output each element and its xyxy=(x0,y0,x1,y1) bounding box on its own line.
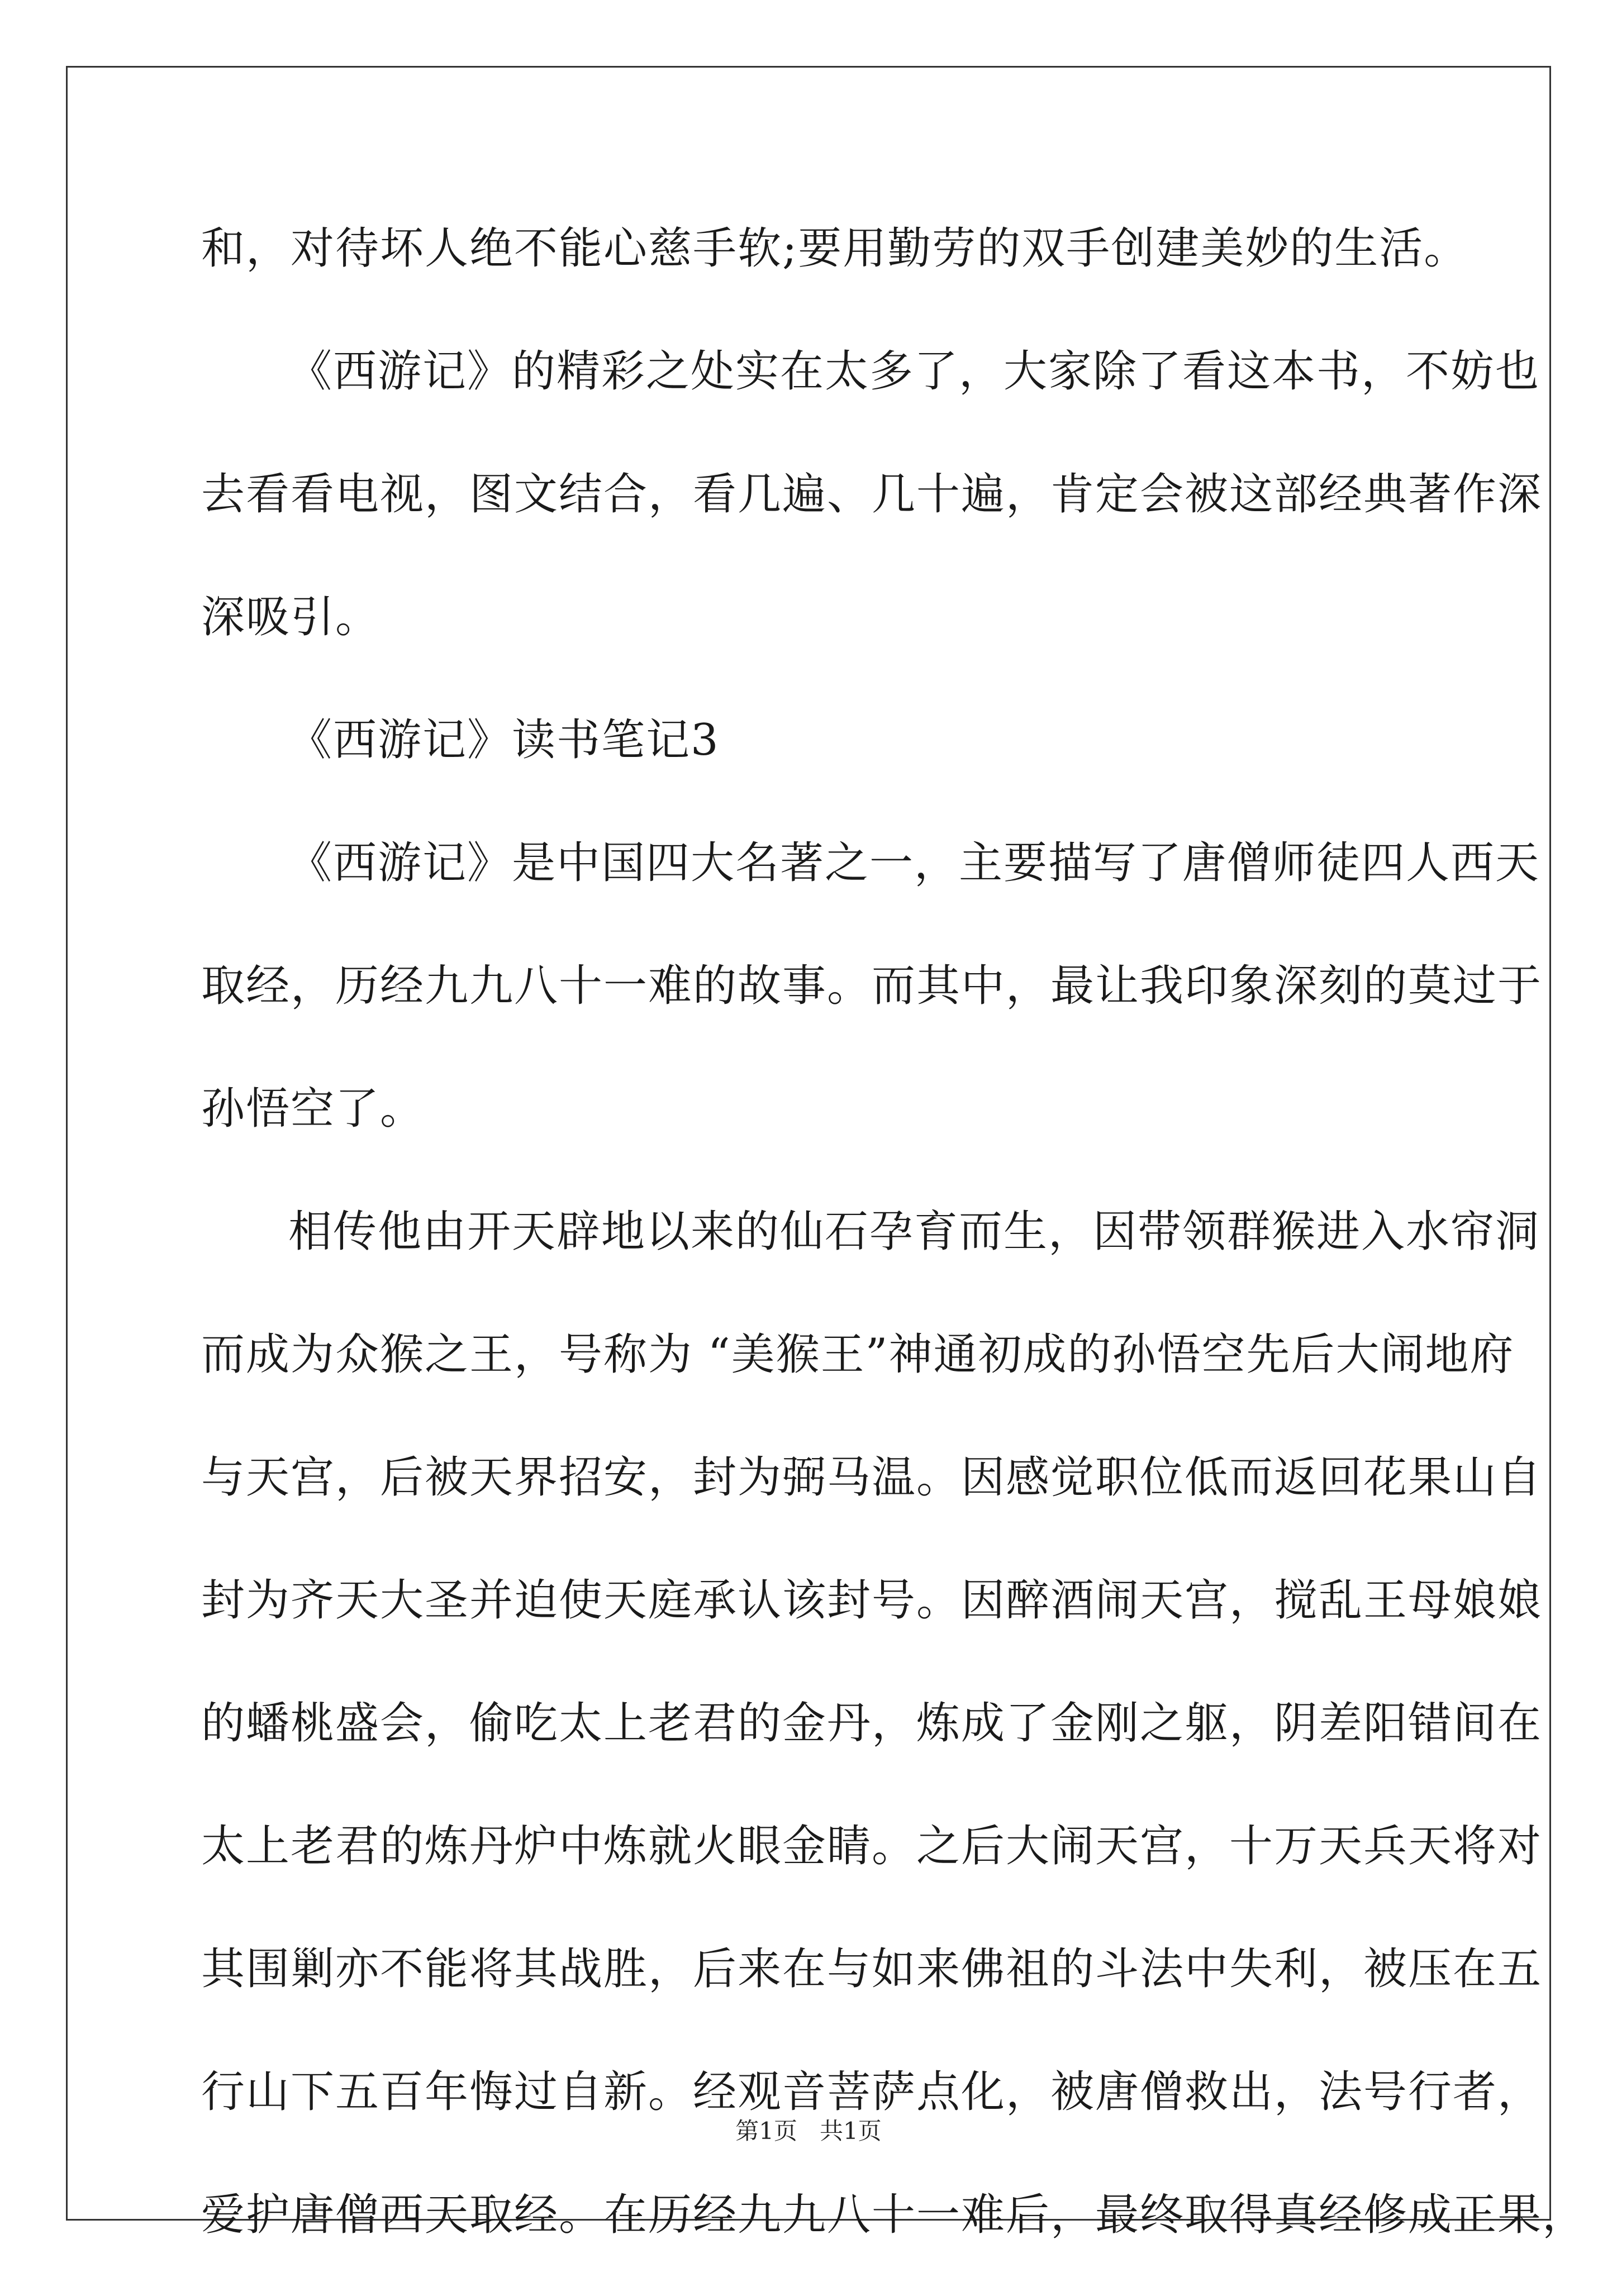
page-footer xyxy=(0,2114,1617,2148)
text-line: 封为齐天大圣并迫使天庭承认该封号。因醉酒闹天宫，搅乱王母娘娘 xyxy=(201,1575,1543,1626)
text-line: 《西游记》的精彩之处实在太多了，大家除了看这本书，不妨也 xyxy=(288,346,1540,397)
page-total: 共1页 xyxy=(820,2117,882,2145)
text-line: 去看看电视，图文结合，看几遍、几十遍，肯定会被这部经典著作深 xyxy=(201,469,1543,520)
text-line: 《西游记》是中国四大名著之一，主要描写了唐僧师徒四人西天 xyxy=(288,838,1540,888)
page-number: 第1页 xyxy=(735,2117,797,2145)
text-line: 深吸引。 xyxy=(201,592,381,642)
text-line: 而成为众猴之王，号称为 “美猴王”神通初成的孙悟空先后大闹地府 xyxy=(201,1330,1515,1380)
text-line: 取经，历经九九八十一难的故事。而其中，最让我印象深刻的莫过于 xyxy=(201,961,1543,1011)
text-line: 和，对待坏人绝不能心慈手软;要用勤劳的双手创建美妙的生活。 xyxy=(201,223,1469,274)
text-line: 太上老君的炼丹炉中炼就火眼金睛。之后大闹天宫，十万天兵天将对 xyxy=(201,1821,1543,1871)
text-line: 行山下五百年悔过自新。经观音菩萨点化，被唐僧救出，法号行者， xyxy=(201,2067,1543,2117)
paragraph xyxy=(201,330,1543,698)
text-line: 爱护唐僧西天取经。在历经九九八十一难后，最终取得真经修成正果， xyxy=(201,2190,1587,2240)
text-line: 的蟠桃盛会，偷吃太上老君的金丹，炼成了金刚之躯，阴差阳错间在 xyxy=(201,1698,1543,1749)
text-line: 与天宫，后被天界招安，封为弼马温。因感觉职位低而返回花果山自 xyxy=(201,1452,1543,1503)
paragraph xyxy=(201,821,1543,1190)
text-line: 孙悟空了。 xyxy=(201,1084,425,1134)
text-line: 其围剿亦不能将其战胜，后来在与如来佛祖的斗法中失利，被压在五 xyxy=(201,1944,1543,1994)
paragraph xyxy=(201,207,1469,330)
paragraph xyxy=(201,698,1430,821)
text-line: 《西游记》读书笔记3 xyxy=(288,715,720,765)
text-line: 相传他由开天辟地以来的仙石孕育而生，因带领群猴进入水帘洞 xyxy=(288,1207,1540,1257)
document-body xyxy=(201,207,1587,2296)
